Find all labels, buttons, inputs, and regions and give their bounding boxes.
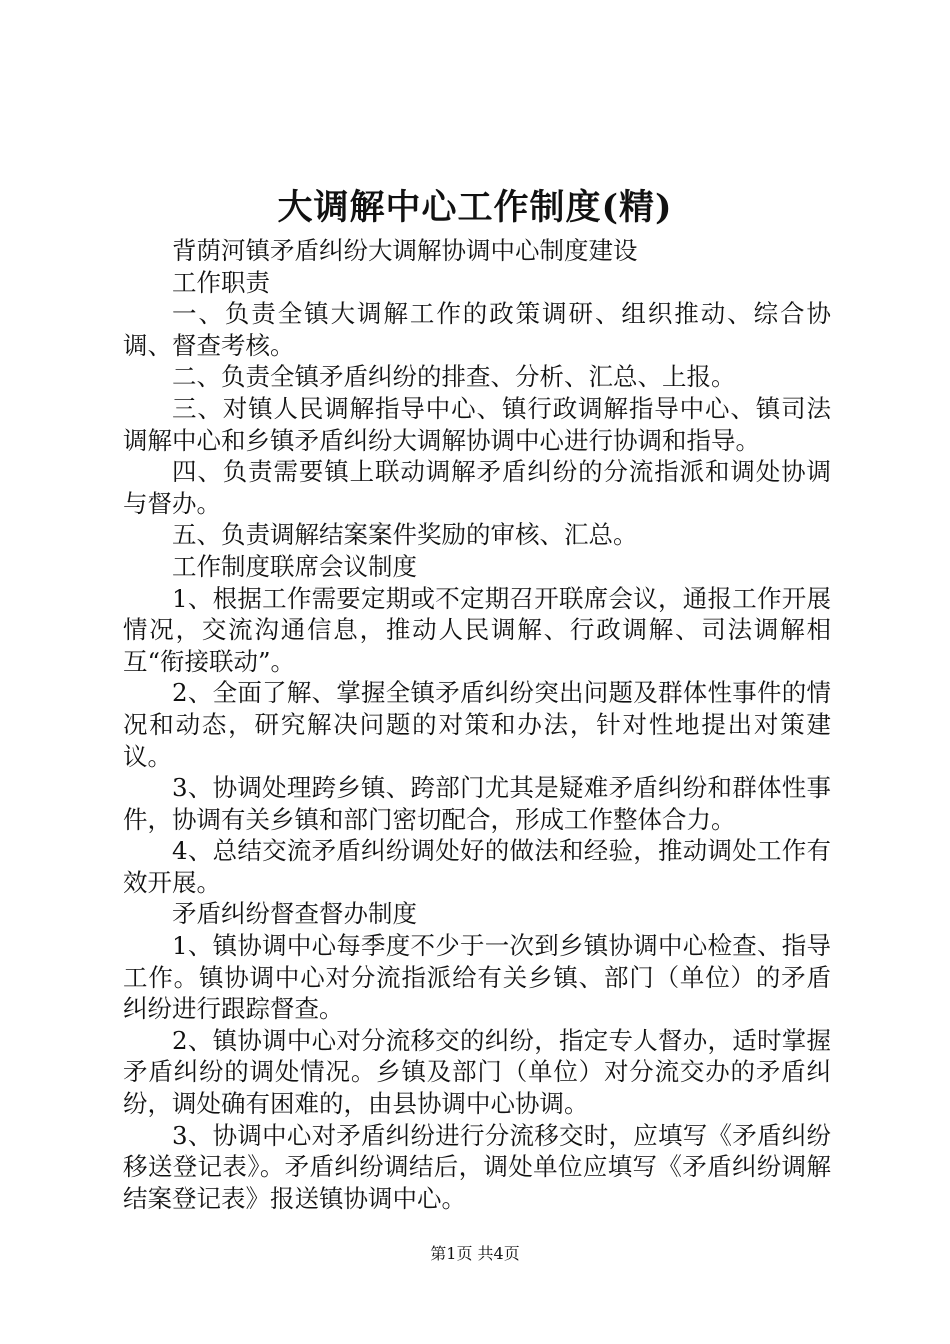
paragraph: 1、镇协调中心每季度不少于一次到乡镇协调中心检查、指导工作。镇协调中心对分流指派给有关乡镇、部门（单位）的矛盾纠纷进行跟踪督查。 — [123, 931, 831, 1024]
paragraph: 三、对镇人民调解指导中心、镇行政调解指导中心、镇司法调解中心和乡镇矛盾纠纷大调解协调中心进行协调和指导。 — [123, 393, 831, 455]
paragraph: 2、全面了解、掌握全镇矛盾纠纷突出问题及群体性事件的情况和动态，研究解决问题的对策和办法，针对性地提出对策建议。 — [123, 678, 831, 771]
paragraph: 五、负责调解结案案件奖励的审核、汇总。 — [172, 520, 638, 550]
paragraph: 二、负责全镇矛盾纠纷的排查、分析、汇总、上报。 — [172, 362, 736, 392]
paragraph: 背荫河镇矛盾纠纷大调解协调中心制度建设 — [172, 236, 638, 265]
paragraph: 1、根据工作需要定期或不定期召开联席会议，通报工作开展情况，交流沟通信息，推动人民调解、行政调解、司法调解相互“衔接联动”。 — [123, 583, 831, 676]
document-body — [123, 235, 831, 1214]
paragraph: 矛盾纠纷督查督办制度 — [172, 899, 417, 929]
paragraph: 3、协调处理跨乡镇、跨部门尤其是疑难矛盾纠纷和群体性事件，协调有关乡镇和部门密切配合，形成工作整体合力。 — [123, 773, 831, 834]
paragraph: 3、协调中心对矛盾纠纷进行分流移交时，应填写《矛盾纠纷移送登记表》。矛盾纠纷调结后，调处单位应填写《矛盾纠纷调解结案登记表》报送镇协调中心。 — [123, 1120, 831, 1213]
paragraph: 4、总结交流矛盾纠纷调处好的做法和经验，推动调处工作有效开展。 — [123, 836, 831, 897]
paragraph: 四、负责需要镇上联动调解矛盾纠纷的分流指派和调处协调与督办。 — [123, 457, 831, 518]
document-title: 大调解中心工作制度(精) — [277, 187, 673, 228]
page-number-footer: 第1页 共4页 — [430, 1244, 520, 1263]
paragraph: 一、负责全镇大调解工作的政策调研、组织推动、综合协调、督查考核。 — [123, 299, 831, 360]
paragraph: 工作职责 — [172, 267, 270, 297]
paragraph: 2、镇协调中心对分流移交的纠纷，指定专人督办，适时掌握矛盾纠纷的调处情况。乡镇及部门（单位）对分流交办的矛盾纠纷，调处确有困难的，由县协调中心协调。 — [123, 1025, 831, 1119]
paragraph: 工作制度联席会议制度 — [172, 551, 417, 581]
